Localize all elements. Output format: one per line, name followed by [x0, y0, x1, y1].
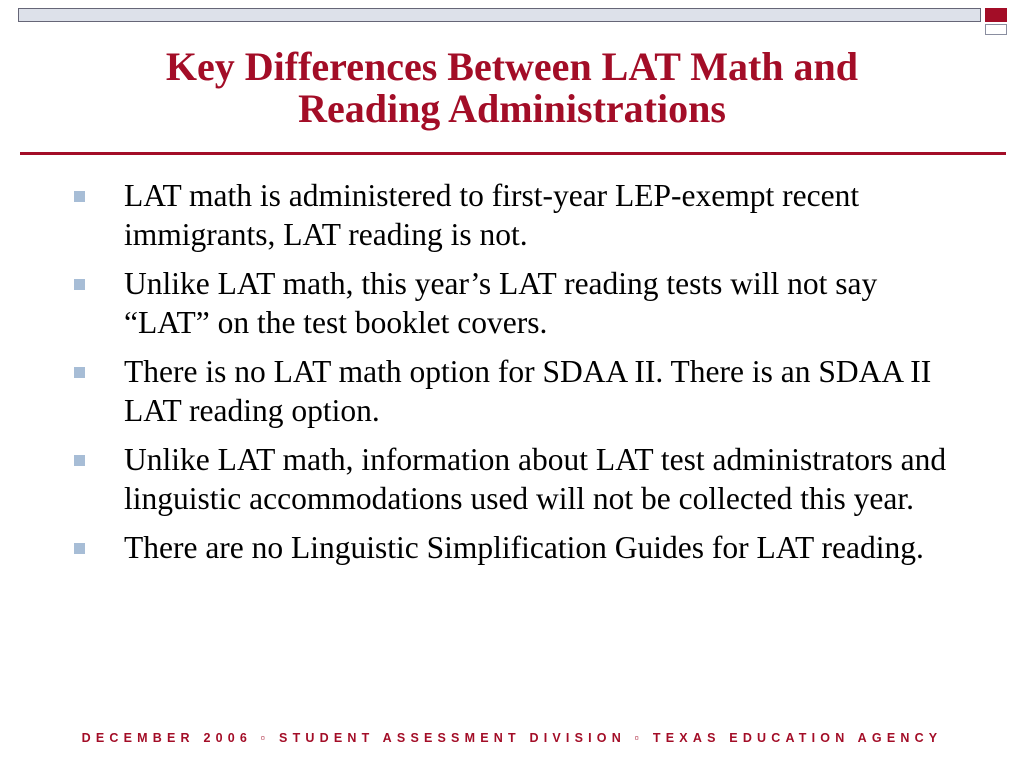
corner-outline-square — [985, 24, 1007, 35]
bullet-text: There is no LAT math option for SDAA II. There is an SDAA II LAT reading option. — [124, 354, 932, 428]
bullet-item — [70, 440, 970, 518]
bullet-text: Unlike LAT math, information about LAT test administrators and linguistic accommodations used will not be collected this year. — [124, 442, 947, 516]
corner-red-square — [985, 8, 1007, 22]
bullet-item — [70, 264, 970, 342]
title-divider — [20, 152, 1006, 155]
square-bullet-icon — [74, 367, 85, 378]
bullet-text: There are no Linguistic Simplification Guides for LAT reading. — [124, 530, 924, 565]
bullet-text: LAT math is administered to first-year LEP-exempt recent immigrants, LAT reading is not. — [124, 178, 860, 252]
bullet-item — [70, 176, 970, 254]
slide-title-line-1: Key Differences Between LAT Math and — [165, 44, 859, 89]
bullet-text: Unlike LAT math, this year’s LAT reading tests will not say “LAT” on the test booklet covers. — [124, 266, 878, 340]
slide-footer: DECEMBER 2006 ▫ STUDENT ASSESSMENT DIVISION ▫ TEXAS EDUCATION AGENCY — [81, 731, 943, 745]
square-bullet-icon — [74, 279, 85, 290]
square-bullet-icon — [74, 455, 85, 466]
slide-title — [20, 46, 1004, 130]
top-decorative-bar — [18, 8, 981, 22]
bullet-item — [70, 352, 970, 430]
slide-title-line-2: Reading Administrations — [298, 86, 726, 131]
square-bullet-icon — [74, 191, 85, 202]
square-bullet-icon — [74, 543, 85, 554]
bullet-list — [70, 176, 970, 577]
bullet-item — [70, 528, 970, 567]
